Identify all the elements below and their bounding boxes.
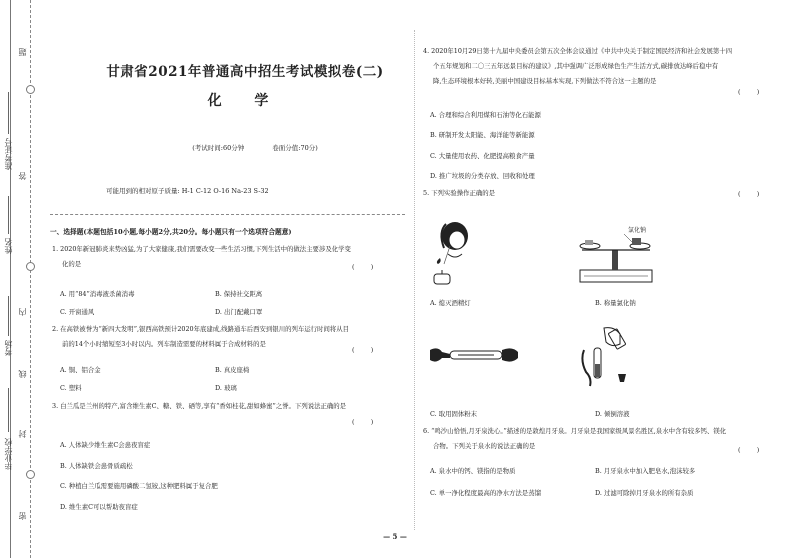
option-c[interactable]: C. 塑料 (60, 384, 82, 392)
question-line: 5. 下列实验操作正确的是 (423, 189, 496, 197)
option-b[interactable]: B. 人体缺铁会患骨质疏松 (60, 462, 133, 470)
option-c[interactable]: C. 取用固体粉末 (430, 410, 478, 418)
strip-label: 内 (18, 308, 27, 316)
exam-info (130, 143, 380, 152)
option-c[interactable]: C. 单一净化程度最高的净水方法是蒸馏 (430, 489, 541, 497)
option-d[interactable]: D. 维生素C可以帮助夜盲症 (60, 503, 138, 511)
question-line: 1. 2020年新冠肺炎来势凶猛,为了大家健康,我们需要改变一些生活习惯,下列生活中的做法主要涉及化学变 (52, 245, 351, 253)
option-a[interactable]: A. 用“84”消毒液杀菌消毒 (60, 290, 135, 298)
question-line: 降,生态环境根本好转,美丽中国建设目标基本实现,下列做法不符合这一主题的是 (433, 77, 657, 85)
question-1 (52, 242, 392, 272)
strip-fill-line (8, 388, 9, 432)
strip-hole (26, 262, 35, 271)
strip-label: 题 (18, 48, 27, 56)
option-d[interactable]: D. 推广垃圾的分类存放、回收和处理 (430, 172, 535, 180)
question-line: 合物。下列关于泉水的说法正确的是 (433, 442, 536, 450)
strip-fill-line (8, 92, 9, 134)
question-5 (423, 186, 723, 201)
section-rule (50, 214, 405, 215)
option-b[interactable]: B. 月牙泉水中加入肥皂水,泡沫较多 (595, 467, 696, 475)
option-a[interactable]: A. 人体缺少维生素C会患夜盲症 (60, 441, 151, 449)
binding-strip (0, 0, 46, 558)
exam-title: 甘肃省2021年普通高中招生考试模拟卷(二) (106, 64, 384, 80)
strip-label: 姓名 (4, 238, 13, 254)
strip-label: 准考证号 (4, 138, 13, 170)
strip-hole (26, 85, 35, 94)
answer-paren[interactable]: ( ) (738, 446, 760, 454)
question-2 (52, 322, 397, 352)
option-a[interactable]: A. 合理和综合利用煤和石油等化石能源 (430, 111, 541, 119)
option-d[interactable]: D. 玻璃 (215, 384, 237, 392)
strip-hole (26, 470, 35, 479)
page-number: — 5 — (383, 532, 407, 541)
answer-paren[interactable]: ( ) (738, 88, 760, 96)
answer-paren[interactable]: ( ) (352, 346, 374, 354)
atomic-masses: 可能用到的相对原子质量: H-1 C-12 O-16 Na-23 S-32 (106, 187, 269, 195)
strip-label: 线 (18, 370, 27, 378)
question-line: 前的14个小时缩短至3小时以内。列车制造需要的材料属于合成材料的是 (62, 340, 266, 348)
option-b[interactable]: B. 真皮座椅 (215, 366, 250, 374)
figure-label-nacl: 氯化钠 (628, 227, 647, 234)
option-a[interactable]: A. 铜、铝合金 (60, 366, 101, 374)
strip-label: 毕业学校 (4, 438, 13, 470)
figure-blow-lamp (428, 218, 478, 286)
option-b[interactable]: B. 称量氯化钠 (595, 299, 636, 307)
option-c[interactable]: C. 种植白兰瓜需要施用磷酸二氢铵,这种肥料属于复合肥 (60, 482, 218, 490)
figure-pour-liquid (576, 326, 632, 390)
question-6 (423, 424, 778, 454)
section-heading: 一、选择题(本题包括10小题,每小题2分,共20分。每小题只有一个选项符合题意) (50, 228, 292, 236)
question-4 (423, 44, 778, 89)
figure-powder-tube (428, 342, 520, 368)
question-line: 3. 白兰瓜是兰州的特产,富含维生素C、糖、铁、硒等,享有“香如桂花,甜如蜂蜜”之誉。下列说法正确的是 (52, 402, 347, 410)
option-d[interactable]: D. 倾倒溶液 (595, 410, 630, 418)
strip-label: 封 (18, 430, 27, 438)
strip-label: 答 (18, 172, 27, 180)
question-line: 化的是 (62, 260, 82, 268)
strip-fill-line (8, 196, 9, 234)
option-b[interactable]: B. 保持社交距离 (215, 290, 263, 298)
answer-paren[interactable]: ( ) (352, 418, 374, 426)
strip-label: 密 (18, 512, 27, 520)
answer-paren[interactable]: ( ) (738, 190, 760, 198)
option-a[interactable]: A. 熄灭酒精灯 (430, 299, 471, 307)
option-d[interactable]: D. 过滤可除掉月牙泉水的所有杂质 (595, 489, 694, 497)
option-d[interactable]: D. 出门配戴口罩 (215, 308, 263, 316)
option-a[interactable]: A. 泉水中的钙、镁指的是物质 (430, 467, 516, 475)
answer-paren[interactable]: ( ) (352, 263, 374, 271)
question-line: 4. 2020年10月29日第十九届中央委员会第五次全体会议通过《中共中央关于制定国民经济和社会发展第十四 (423, 47, 733, 55)
strip-fill-line (8, 296, 9, 336)
option-c[interactable]: C. 开窗通风 (60, 308, 95, 316)
strip-label: 考场 (4, 340, 13, 356)
exam-time: (考试时间:60分钟 (192, 144, 245, 152)
column-divider (414, 30, 415, 530)
exam-score: 卷面分值:70分) (272, 144, 318, 152)
question-line: 个五年规划和二〇三五年远景目标的建议》,其中强调广泛形成绿色生产生活方式,碳排放达峰后稳中有 (433, 62, 719, 70)
option-c[interactable]: C. 大量使用农药、化肥提高粮食产量 (430, 152, 535, 160)
subject-title: 化 学 (207, 93, 283, 109)
option-b[interactable]: B. 研制开发太阳能、海洋能等新能源 (430, 131, 535, 139)
strip-line-outer (10, 0, 11, 558)
question-line: 6. “鸣沙山恰悟,月牙泉洗心。”描述的是敦煌月牙泉。月牙泉是我国家级风景名胜区,泉水中含有较多钙、镁化 (423, 427, 727, 435)
question-line: 2. 在高铁被誉为“新四大发明”,银西高铁预计2020年底建成,线路通车后西安到银川的列车运行时间将从目 (52, 325, 350, 333)
figure-balance (572, 226, 660, 286)
question-3 (52, 399, 397, 414)
